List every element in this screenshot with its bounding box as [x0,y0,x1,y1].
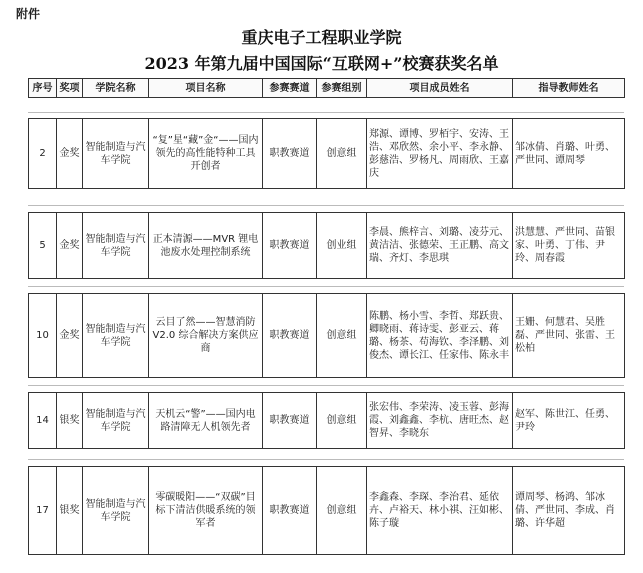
row-no: 2 [29,119,57,189]
row-track: 职教赛道 [263,393,317,449]
header-group: 参赛组别 [317,79,367,98]
row-members: 李鑫森、李琛、李治君、延依卉、卢裕天、林小祺、汪如彬、陈子璇 [367,467,513,555]
row-no: 17 [29,467,57,555]
row-teachers: 洪慧慧、严世同、苗银家、叶勇、丁伟、尹玲、周春霞 [513,213,625,279]
row-teachers: 谭周琴、杨鸿、邹冰倩、严世同、李成、肖璐、许华超 [513,467,625,555]
divider [28,205,624,206]
row-track: 职教赛道 [263,119,317,189]
row-award: 金奖 [57,294,83,378]
row-award: 银奖 [57,393,83,449]
row-teachers: 王姗、何慧君、吴胜磊、严世同、张雷、王松柏 [513,294,625,378]
row-group: 创意组 [317,294,367,378]
divider [28,385,624,386]
row-group: 创业组 [317,213,367,279]
header-teachers: 指导教师姓名 [513,79,625,98]
table-row [28,212,625,279]
row-project: 零碳暖阳——“双碳”目标下清洁供暖系统的领军者 [149,467,263,555]
row-track: 职教赛道 [263,467,317,555]
row-no: 10 [29,294,57,378]
row-track: 职教赛道 [263,213,317,279]
row-group: 创意组 [317,119,367,189]
header-project: 项目名称 [149,79,263,98]
divider [28,286,624,287]
table-row [28,466,625,555]
row-award: 金奖 [57,213,83,279]
header-table [28,78,625,98]
row-members: 张宏伟、李荣涛、凌玉蓉、彭海霞、刘鑫鑫、李杭、唐旺杰、赵智昇、李晓东 [367,393,513,449]
row-project: 云目了然——智慧消防 V2.0 综合解决方案供应商 [149,294,263,378]
row-track: 职教赛道 [263,294,317,378]
row-award: 银奖 [57,467,83,555]
header-track: 参赛赛道 [263,79,317,98]
row-members: 李晨、熊梓言、刘璐、凌芬元、黄洁洁、张德荣、王正鹏、高文瑞、齐灯、李思琪 [367,213,513,279]
row-college: 智能制造与汽车学院 [83,294,149,378]
page-title: 重庆电子工程职业学院 [241,28,402,47]
row-college: 智能制造与汽车学院 [83,393,149,449]
row-no: 5 [29,213,57,279]
row-college: 智能制造与汽车学院 [83,213,149,279]
row-members: 郑源、谭博、罗栢宇、安涛、王浩、邓欣然、余小平、李永静、彭慈浩、罗杨凡、周雨欣、王嘉庆 [367,119,513,189]
row-members: 陈鹏、杨小雪、李哲、郑跃贵、卿晓雨、蒋诗雯、彭亚云、蒋璐、杨茶、苟海钦、李泽鹏、刘俊杰、谭长江、任家伟、陈永丰 [367,294,513,378]
header-members: 项目成员姓名 [367,79,513,98]
row-college: 智能制造与汽车学院 [83,119,149,189]
table-row [28,118,625,189]
table-row [28,392,625,449]
divider [28,459,624,460]
row-group: 创意组 [317,393,367,449]
header-no: 序号 [29,79,57,98]
row-group: 创意组 [317,467,367,555]
row-project: 天机云“警”——国内电路清障无人机领先者 [149,393,263,449]
divider [28,112,624,113]
table-row [28,293,625,378]
row-teachers: 赵军、陈世江、任勇、尹玲 [513,393,625,449]
page-subtitle: 2023 年第九届中国国际“互联网+”校赛获奖名单 [144,54,499,73]
row-college: 智能制造与汽车学院 [83,467,149,555]
row-award: 金奖 [57,119,83,189]
row-project: “复”星“藏”金“——国内领先的高性能特种工具开创者 [149,119,263,189]
row-no: 14 [29,393,57,449]
header-award: 奖项 [57,79,83,98]
attachment-label: 附件 [16,7,41,21]
row-project: 正本清源——MVR 锂电池废水处理控制系统 [149,213,263,279]
header-college: 学院名称 [83,79,149,98]
row-teachers: 邹冰倩、肖璐、叶勇、严世同、谭周琴 [513,119,625,189]
